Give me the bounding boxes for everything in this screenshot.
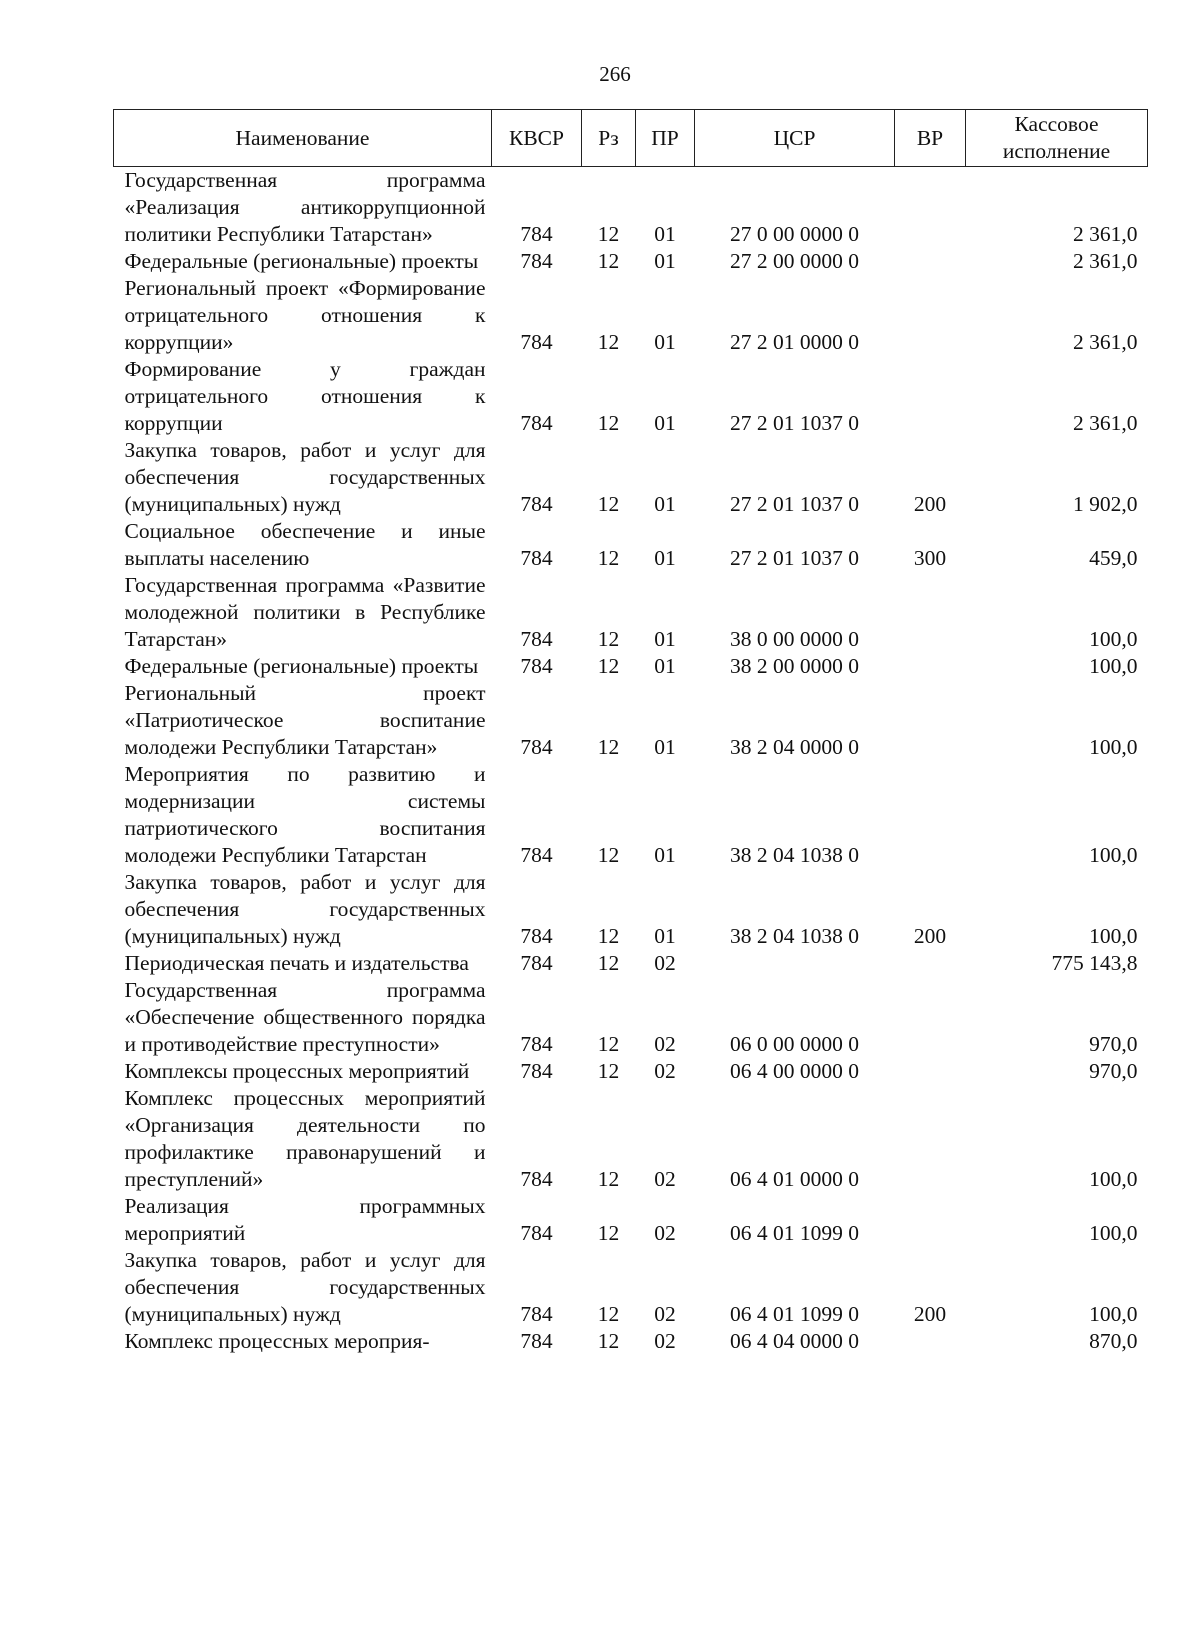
vr-cell	[895, 1058, 966, 1085]
rz-cell: 12	[597, 249, 620, 273]
sum-cell: 100,0	[1089, 654, 1138, 678]
csr-cell: 38 2 04 1038 0	[730, 924, 859, 948]
pr-cell: 01	[654, 546, 676, 570]
name-cell: Мероприятия по развитию и модернизации системы патриотического воспитания молодежи Республики Татарстан	[124, 762, 486, 867]
rz-cell: 12	[597, 843, 620, 867]
kvsr-cell: 784	[520, 330, 553, 354]
pr-cell: 02	[654, 1167, 676, 1191]
vr-cell	[895, 275, 966, 356]
table-row	[114, 275, 1148, 356]
csr-cell: 38 2 00 0000 0	[730, 654, 859, 678]
table-row	[114, 761, 1148, 869]
table-row	[114, 437, 1148, 518]
sum-cell: 100,0	[1089, 1167, 1138, 1191]
sum-cell: 2 361,0	[1073, 330, 1138, 354]
csr-cell: 38 0 00 0000 0	[730, 627, 859, 651]
name-cell: Реализация программных мероприятий	[124, 1194, 486, 1245]
name-cell: Комплекс процессных мероприя-	[124, 1329, 430, 1353]
pr-cell: 01	[654, 330, 676, 354]
csr-cell: 06 0 00 0000 0	[730, 1032, 859, 1056]
sum-cell: 100,0	[1089, 843, 1138, 867]
page-number: 266	[599, 62, 631, 86]
name-cell: Закупка товаров, работ и услуг для обеспечения государственных (муниципальных) нужд	[124, 438, 486, 516]
sum-cell: 2 361,0	[1073, 222, 1138, 246]
kvsr-cell: 784	[520, 1329, 553, 1353]
name-cell: Региональный проект «Патриотическое воспитание молодежи Республики Татарстан»	[124, 681, 486, 759]
name-cell: Государственная программа «Реализация антикоррупционной политики Республики Татарстан»	[124, 168, 486, 246]
kvsr-cell: 784	[520, 222, 553, 246]
sum-cell: 100,0	[1089, 1221, 1138, 1245]
csr-cell: 27 2 01 1037 0	[730, 411, 859, 435]
header-vr: ВР	[895, 110, 966, 167]
table-row	[114, 1193, 1148, 1247]
kvsr-cell: 784	[520, 1221, 553, 1245]
pr-cell: 01	[654, 411, 676, 435]
kvsr-cell: 784	[520, 1167, 553, 1191]
kvsr-cell: 784	[520, 492, 553, 516]
name-cell: Федеральные (региональные) проекты	[124, 654, 479, 678]
vr-cell	[895, 761, 966, 869]
sum-cell: 870,0	[1089, 1329, 1138, 1353]
kvsr-cell: 784	[520, 735, 553, 759]
vr-cell	[895, 356, 966, 437]
table-row	[114, 1247, 1148, 1328]
csr-cell: 06 4 01 1099 0	[730, 1302, 859, 1326]
sum-cell: 1 902,0	[1073, 492, 1138, 516]
kvsr-cell: 784	[520, 1032, 553, 1056]
pr-cell: 02	[654, 951, 676, 975]
vr-cell: 200	[913, 1302, 947, 1326]
table-row	[114, 518, 1148, 572]
rz-cell: 12	[597, 1302, 620, 1326]
name-cell: Формирование у граждан отрицательного отношения к коррупции	[124, 357, 486, 435]
header-kvsr: КВСР	[492, 110, 582, 167]
table-row	[114, 1085, 1148, 1193]
pr-cell: 02	[654, 1302, 676, 1326]
kvsr-cell: 784	[520, 546, 553, 570]
sum-cell: 100,0	[1089, 735, 1138, 759]
rz-cell: 12	[597, 951, 620, 975]
vr-cell	[895, 680, 966, 761]
kvsr-cell: 784	[520, 1302, 553, 1326]
name-cell: Государственная программа «Развитие молодежной политики в Республике Татарстан»	[124, 573, 486, 651]
header-rz: Рз	[582, 110, 636, 167]
table-row	[114, 680, 1148, 761]
table-row	[114, 977, 1148, 1058]
pr-cell: 01	[654, 492, 676, 516]
csr-cell: 06 4 01 0000 0	[730, 1167, 859, 1191]
vr-cell: 300	[913, 546, 947, 570]
name-cell: Комплексы процессных мероприятий	[124, 1059, 470, 1083]
table-row	[114, 248, 1148, 275]
csr-cell: 27 2 01 1037 0	[730, 546, 859, 570]
pr-cell: 01	[654, 924, 676, 948]
vr-cell	[895, 1328, 966, 1355]
vr-cell	[895, 248, 966, 275]
rz-cell: 12	[597, 492, 620, 516]
pr-cell: 02	[654, 1059, 676, 1083]
pr-cell: 01	[654, 654, 676, 678]
csr-cell: 06 4 00 0000 0	[730, 1059, 859, 1083]
table-row	[114, 1328, 1148, 1355]
csr-cell: 27 2 00 0000 0	[730, 249, 859, 273]
rz-cell: 12	[597, 1329, 620, 1353]
table-row	[114, 869, 1148, 950]
pr-cell: 02	[654, 1221, 676, 1245]
kvsr-cell: 784	[520, 924, 553, 948]
sum-cell: 775 143,8	[1051, 951, 1138, 975]
header-pr: ПР	[636, 110, 695, 167]
kvsr-cell: 784	[520, 1059, 553, 1083]
rz-cell: 12	[597, 1221, 620, 1245]
csr-cell: 27 0 00 0000 0	[730, 222, 859, 246]
table-header	[114, 110, 1148, 167]
sum-cell: 100,0	[1089, 627, 1138, 651]
header-sum: Кассовое исполнение	[966, 110, 1148, 167]
budget-table	[113, 109, 1148, 1355]
name-cell: Региональный проект «Формирование отрицательного отношения к коррупции»	[124, 276, 486, 354]
kvsr-cell: 784	[520, 951, 553, 975]
csr-cell: 38 2 04 0000 0	[730, 735, 859, 759]
vr-cell	[895, 572, 966, 653]
vr-cell	[895, 977, 966, 1058]
rz-cell: 12	[597, 222, 620, 246]
table-row	[114, 950, 1148, 977]
sum-cell: 100,0	[1089, 1302, 1138, 1326]
csr-cell: 27 2 01 1037 0	[730, 492, 859, 516]
header-name: Наименование	[114, 110, 492, 167]
kvsr-cell: 784	[520, 843, 553, 867]
csr-cell	[695, 950, 895, 977]
rz-cell: 12	[597, 546, 620, 570]
vr-cell: 200	[913, 492, 947, 516]
rz-cell: 12	[597, 411, 620, 435]
vr-cell	[895, 1193, 966, 1247]
header-csr: ЦСР	[695, 110, 895, 167]
rz-cell: 12	[597, 654, 620, 678]
pr-cell: 02	[654, 1329, 676, 1353]
table-row	[114, 572, 1148, 653]
name-cell: Периодическая печать и издательства	[124, 951, 469, 975]
rz-cell: 12	[597, 627, 620, 651]
rz-cell: 12	[597, 924, 620, 948]
sum-cell: 100,0	[1089, 924, 1138, 948]
name-cell: Закупка товаров, работ и услуг для обеспечения государственных (муниципальных) нужд	[124, 1248, 486, 1326]
sum-cell: 970,0	[1089, 1032, 1138, 1056]
name-cell: Комплекс процессных мероприятий «Организация деятельности по профилактике правонарушений и преступлений»	[124, 1086, 486, 1191]
rz-cell: 12	[597, 330, 620, 354]
rz-cell: 12	[597, 1032, 620, 1056]
pr-cell: 01	[654, 843, 676, 867]
pr-cell: 01	[654, 249, 676, 273]
vr-cell	[895, 950, 966, 977]
rz-cell: 12	[597, 1059, 620, 1083]
rz-cell: 12	[597, 735, 620, 759]
vr-cell	[895, 1085, 966, 1193]
table-row	[114, 167, 1148, 249]
vr-cell	[895, 653, 966, 680]
csr-cell: 06 4 04 0000 0	[730, 1329, 859, 1353]
table-body	[114, 167, 1148, 1356]
table-row	[114, 653, 1148, 680]
pr-cell: 01	[654, 222, 676, 246]
pr-cell: 02	[654, 1032, 676, 1056]
name-cell: Закупка товаров, работ и услуг для обеспечения государственных (муниципальных) нужд	[124, 870, 486, 948]
csr-cell: 06 4 01 1099 0	[730, 1221, 859, 1245]
kvsr-cell: 784	[520, 654, 553, 678]
csr-cell: 38 2 04 1038 0	[730, 843, 859, 867]
pr-cell: 01	[654, 627, 676, 651]
pr-cell: 01	[654, 735, 676, 759]
csr-cell: 27 2 01 0000 0	[730, 330, 859, 354]
name-cell: Федеральные (региональные) проекты	[124, 249, 479, 273]
sum-cell: 459,0	[1089, 546, 1138, 570]
kvsr-cell: 784	[520, 411, 553, 435]
sum-cell: 2 361,0	[1073, 249, 1138, 273]
vr-cell	[895, 167, 966, 249]
name-cell: Государственная программа «Обеспечение общественного порядка и противодействие преступности»	[124, 978, 486, 1056]
table-row	[114, 356, 1148, 437]
vr-cell: 200	[913, 924, 947, 948]
table-row	[114, 1058, 1148, 1085]
kvsr-cell: 784	[520, 627, 553, 651]
sum-cell: 2 361,0	[1073, 411, 1138, 435]
sum-cell: 970,0	[1089, 1059, 1138, 1083]
name-cell: Социальное обеспечение и иные выплаты населению	[124, 519, 486, 570]
kvsr-cell: 784	[520, 249, 553, 273]
rz-cell: 12	[597, 1167, 620, 1191]
